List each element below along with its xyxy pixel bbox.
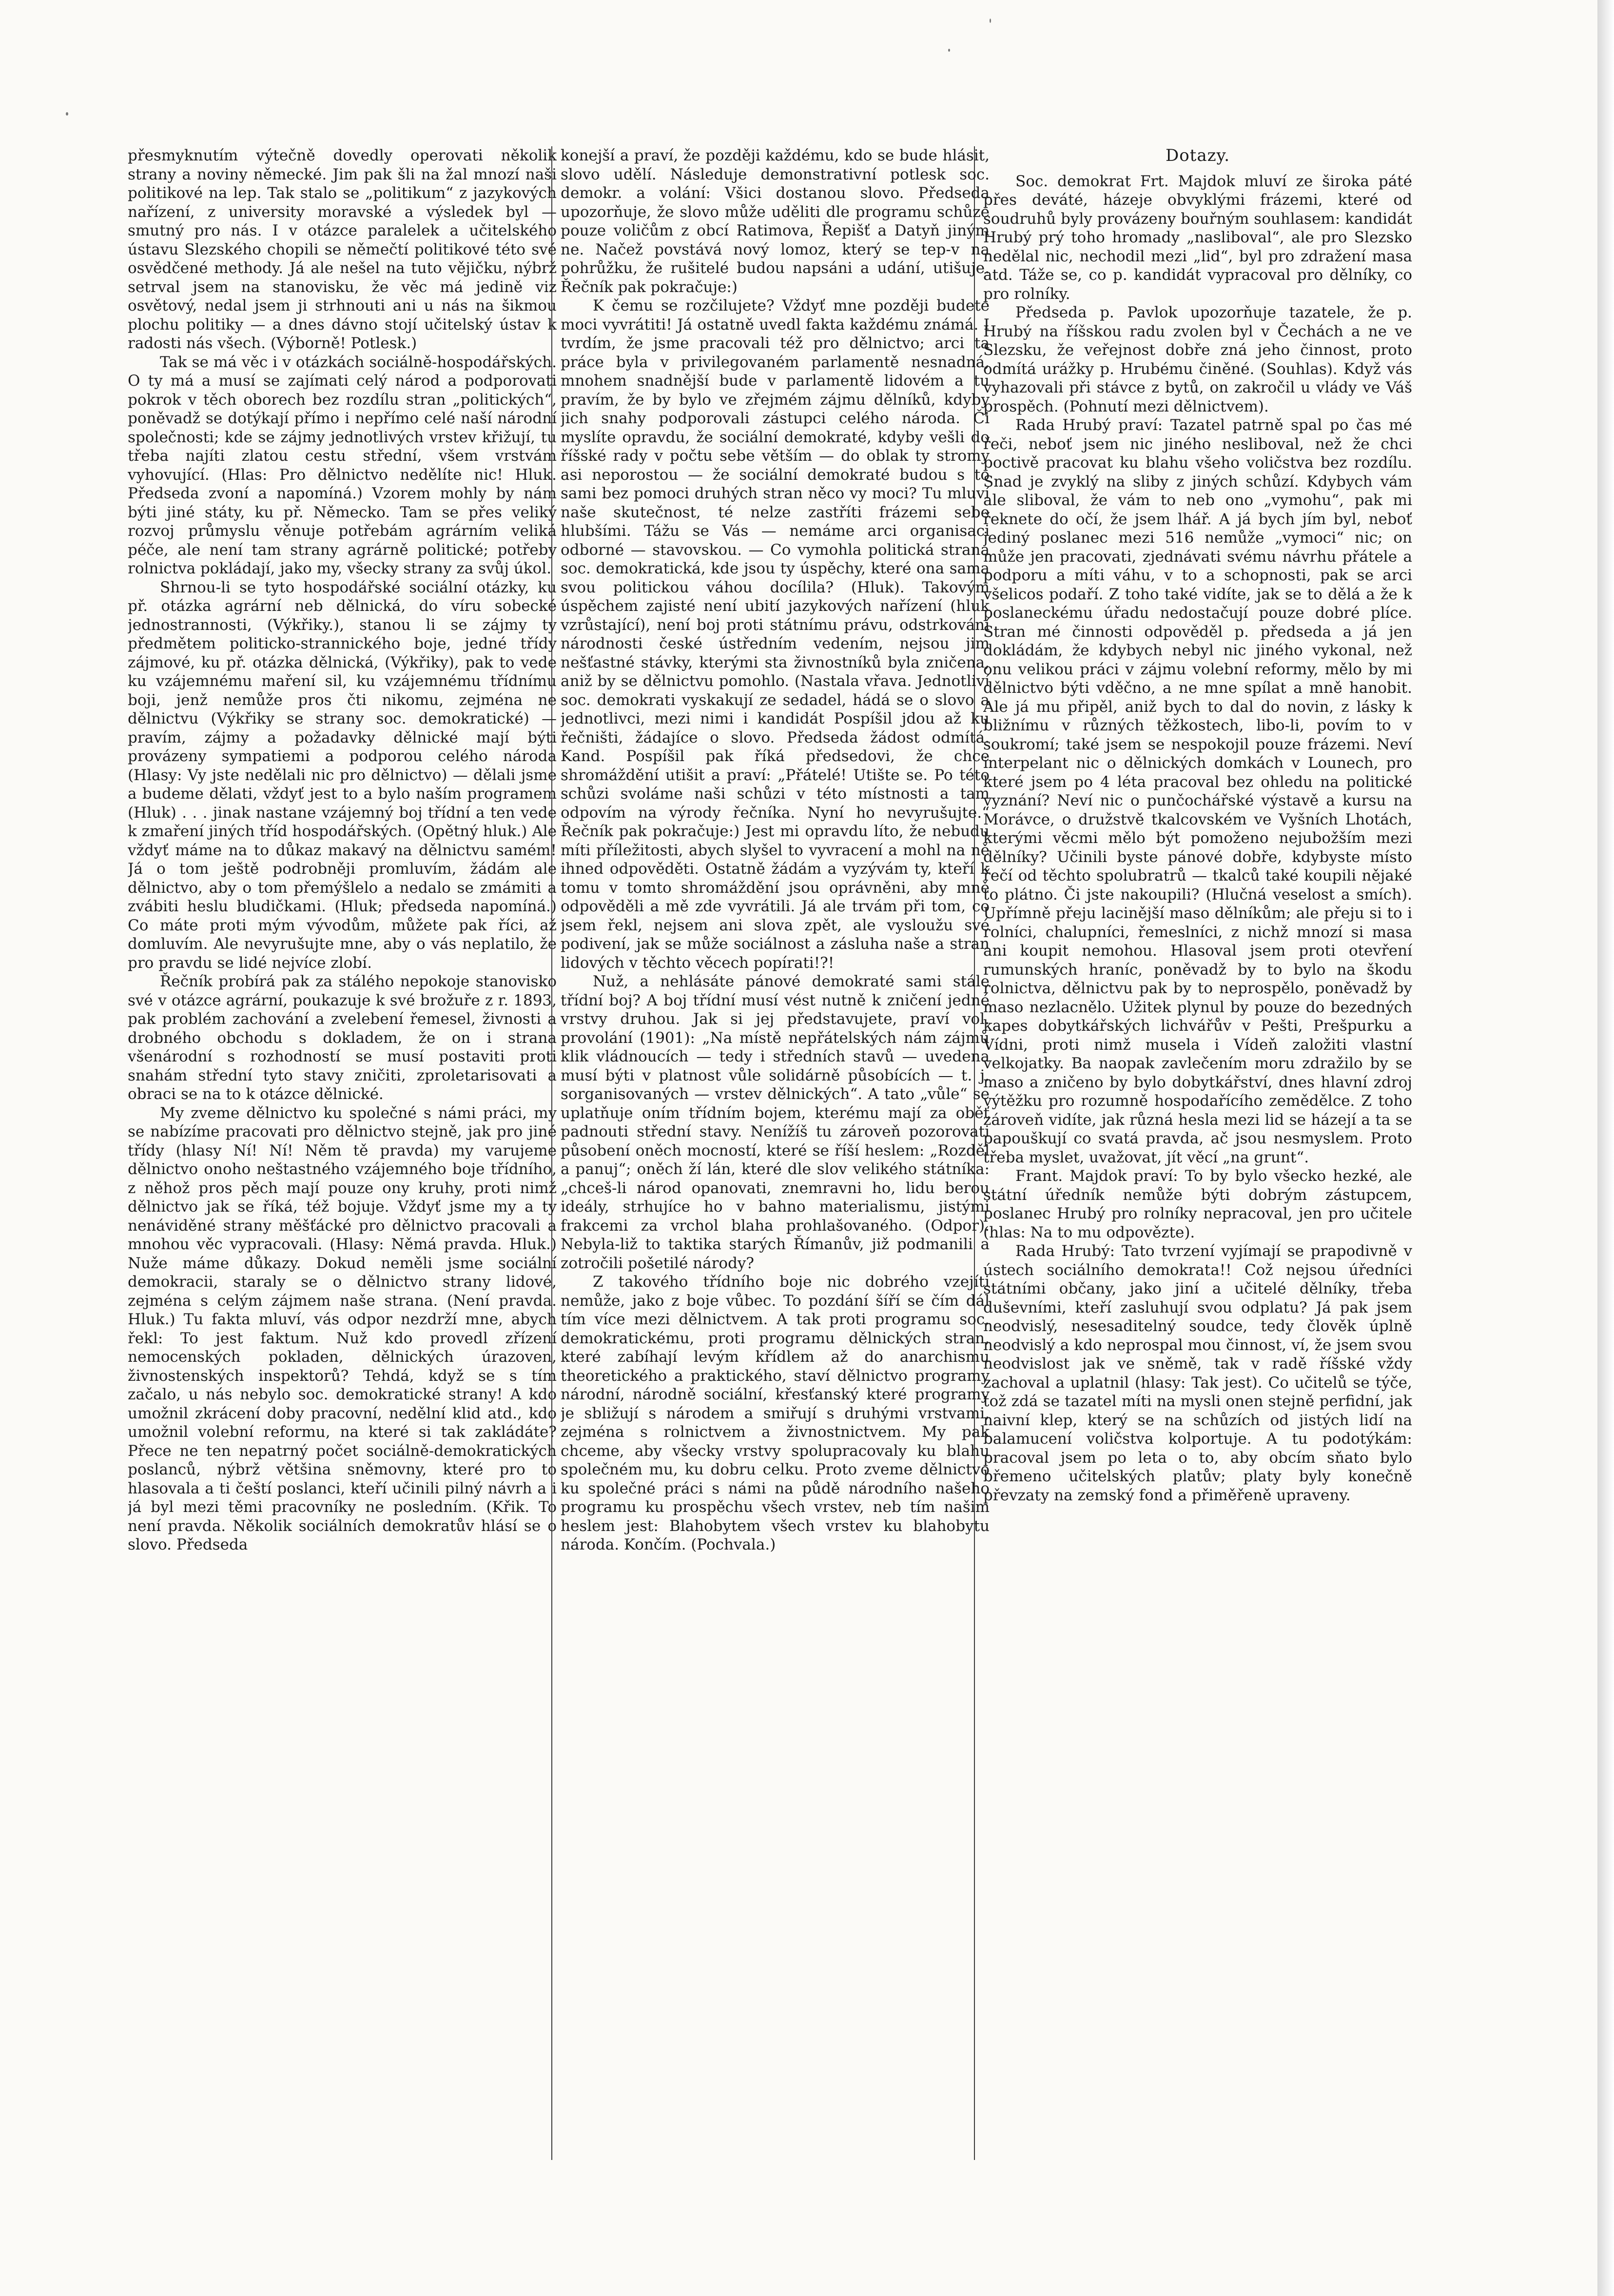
paragraph: konejší a praví, že později každému, kdo se bude hlásit, slovo udělí. Následuje demonstrativní potlesk soc. demokr. a volání: Všici dostanou slovo. Předseda upozorňuje, že slovo může uděliti dle programu schůze pouze voličům z obcí Ratimova, Řepišť a Datyň jiným ne. Načež povstává nový lomoz, který se tep-v na pohrůžku, že rušitelé budou napsáni a udání, utišuje. Řečník pak pokračuje:) — [561, 147, 990, 296]
paragraph: Soc. demokrat Frt. Majdok mluví ze široka páté přes deváté, házeje obvyklými frázemi, které od soudruhů byly provázeny bouřným souhlasem: kandidát Hrubý prý toho hromady „nasliboval“, ale pro Slezsko nedělal nic, nechodil mezi „lid“, byl pro zdražení masa atd. Táže se, co p. kandidát vypracoval pro dělníky, co pro rolníky. — [983, 172, 1412, 303]
paragraph: Tak se má věc i v otázkách sociálně-hospodářských. O ty má a musí se zajímati celý národ a podporovati pokrok v těch oborech bez rozdílu stran „politických“, poněvadž se dotýkají přímo i nepřímo celé naší národní společnosti; kde se zájmy jednotlivých vrstev křižují, tu třeba najíti zlatou cestu střední, všem vrstvám vyhovující. (Hlas: Pro dělnictvo nedělíte nic! Hluk. Předseda zvoní a napomíná.) Vzorem mohly by nám býti jiné státy, ku př. Německo. Tam se přes veliký rozvoj průmyslu věnuje potřebám agrárním veliká péče, ale není tam strany agrárně politické; potřeby rolnictva pokládají, jako my, všecky strany za svůj úkol. — [128, 353, 557, 577]
print-speck — [990, 19, 991, 23]
paragraph: Rada Hrubý: Tato tvrzení vyjímají se prapodivně v ústech sociálního demokrata!! Což nejsou úředníci státními občany, jako jiní a učitelé dělníky, třeba duševními, kteří zasluhují svou odplatu? Já pak jsem neodvislý, nesesaditelný soudce, tedy člověk úplně neodvislý a kdo neprospal mou činnost, ví, že jsem svou neodvislost jak ve sněmě, tak v radě říšské vždy zachoval a uplatnil (hlasy: Tak jest). Co učitelů se týče, tož zdá se tazatel míti na mysli onen stejně perfidní, jak naivní klep, který se na schůzích od jistých lidí na balamucení voličstva kolportuje. A tu podotýkám: pracoval jsem po leta o to, aby obcím sňato bylo břemeno učitelských platův; platy byly konečně převzaty na zemský fond a přiměřeně upraveny. — [983, 1242, 1412, 1504]
paragraph: Rada Hrubý praví: Tazatel patrně spal po čas mé řeči, neboť jsem nic jiného nesliboval, než že chci poctivě pracovat ku blahu všeho voličstva bez rozdílu. Snad je zvyklý na sliby z jiných schůzí. Kdybych vám ale sliboval, že vám to neb ono „vymohu“, pak mi řeknete do očí, že jsem lhář. A já bych jím byl, neboť jediný poslanec mezi 516 nemůže „vymoci“ nic; on může jen pracovati, zjednávati svému návrhu přátele a podporu a míti váhu, v to a schopnosti, pak se arci všelicos podaří. Z toho také vidíte, jak se to dělá a že k poslaneckému úřadu nedostačují pouze dobré plíce. Stran mé činnosti odpověděl p. předseda a já jen dokládám, že kdybych nebyl nic jiného vykonal, než onu velikou práci v zájmu volební reformy, mělo by mi dělnictvo býti vděčno, a ne mne spílat a mně hanobit. Ale já mu připěl, aniž bych to dal do novin, z lásky k bližnímu v různých těžkostech, libo-li, povím to v soukromí; také jsem se nespokojil pouze frázemi. Neví interpelant nic o dělnických domkách v Lounech, pro které jsem po 4 léta pracoval bez ohledu na politické vyznání? Neví nic o punčochářské výstavě a kursu na Morávce, o družstvě tkalcovském ve Vyšních Lhotách, kterými věcmi mělo být pomoženo nejubožším mezi dělníky? Učinili byste pánové dobře, kdybyste místo řečí od těchto spolubratrů — tkalců také koupili nějaké to plátno. Či jste nakoupili? (Hlučná veselost a smích). Upřímně přeju lacinější maso dělníkům; ale přeju si to i rolníci, chalupníci, řemeslníci, z nichž mnozí si masa ani koupit nemohou. Hlasoval jsem proti otevření rumunských hraníc, poněvadž by to bylo na škodu rolnictva, dělnictvu pak by to neprospělo, poněvadž by maso nezlacnělo. Užitek plynul by pouze do bezedných kapes dobytkářských lichvářův v Pešti, Prešpurku a Vídni, proti nimž musela i Vídeň založiti vlastní velkojatky. Ba naopak zavlečením moru zdražilo by se maso a zničeno by bylo dobytkářství, dnes hlavní zdroj výtěžku pro rozumně hospodařícího zemědělce. Z toho zároveň vidíte, jak různá hesla mezi lid se házejí a ta se papouškují co svatá pravda, ač jsou nesmyslem. Proto třeba myslet, uvažovat, jít věcí „na grunt“. — [983, 416, 1412, 1166]
print-speck — [948, 49, 950, 52]
paragraph: K čemu se rozčilujete? Vždyť mne později budete moci vyvrátiti! Já ostatně uvedl fakta každému známá. I tvrdím, že jsme pracovali též pro dělnictvo; arci ta práce byla v privilegovaném parlamentě nesnadná, mnohem snadnější bude v parlamentě lidovém a tu pravím, že by bylo ve zřejmém zájmu dělníků, kdyby jich snahy podporovali zástupci celého národa. Či myslíte opravdu, že sociální demokraté, kdyby vešli do říšské rady v počtu sebe větším — do oblak ty stromy asi neporostou — že sociální demokraté budou s to sami bez pomoci druhých stran něco vy moci? Tu mluví naše skutečnost, té nelze zastříti frázemi sebe hlubšími. Tážu se Vás — nemáme arci organisaci odborné — stavovskou. — Co vymohla politická strana soc. demokratická, kde jsou ty úspěchy, které ona sama svou politickou váhou docílila? (Hluk). Takovým úspěchem zajisté není ubití jazykových nařízení (hluk vzrůstající), není boj proti státnímu právu, odstrkování národnosti české ústředním vedením, nejsou jim nešťastné stávky, kterými sta živnostníků byla zničena, aniž by se dělnictvu pomohlo. (Nastala vřava. Jednotliví soc. demokrati vyskakují ze sedadel, hádá se o slovo a jednotlivci, mezi nimi i kandidát Pospíšil jdou až ku řečništi, žádajíce o slovo. Předseda žádost odmítá. Kand. Pospíšil pak říká předsedovi, že chce shromáždění utišit a praví: „Přátelé! Utište se. Po této schůzi svoláme naši schůzi v této místnosti a tam odpovím na výrody řečníka. Nyní ho nevyrušujte.“ Řečník pak pokračuje:) Jest mi opravdu líto, že nebudu míti příležitosti, abych slyšel to vyvracení a mohl na ně ihned odpověděti. Ostatně žádám a vyzývám ty, kteří k tomu v tomto shromáždění jsou oprávněni, aby mně odpověděli a mě zde vyvrátili. Já ale trvám při tom, co jsem řekl, nejsem ani slova zpět, ale vysloužu své podivení, jak se může sociálnost a zásluha naše a stran lidových v těchto věcech popírati!?! — [561, 297, 990, 972]
scan-edge-shadow — [1597, 0, 1614, 2296]
article-column-1 — [128, 146, 557, 2155]
print-speck — [66, 112, 68, 116]
section-heading: Dotazy. — [1165, 146, 1230, 165]
paragraph: Nuž, a nehlásáte pánové demokraté sami stále třídní boj? A boj třídní musí vést nutně k zničení jedné vrstvy druhou. Jak si jej představujete, praví vol. provolání (1901): „Na místě nepřátelských nám zájmů klik vládnoucích — tedy i středních stavů — uvedena musí býti v platnost vůle solidárně působících — t. j. sorganisovaných — vrstev dělnických“. A tato „vůle“ se uplatňuje oním třídním bojem, kterému mají za oběť padnouti střední stavy. Nenížíš tu zároveň pozorovati působení oněch mocností, které se říší heslem: „Rozděl a panuj“; oněch ží lán, které dle slov velikého státníka: „chceš-li národ opanovati, znemravni ho, lidu berou ideály, strhujíce ho v bahno materialismu, jistými frakcemi za vrchol blaha prohlašovaného. (Odpor). Nebyla-liž to taktika starých Římanův, již podmanili a zotročili pošetilé národy? — [561, 973, 990, 1272]
paragraph: přesmyknutím výtečně dovedly operovati několik strany a noviny německé. Jim pak šli na žal mnozí naši politikové na lep. Tak stalo se „politikum“ z jazykových nařízení, z university moravské a výsledek byl — smutný pro nás. I v otázce paralelek a učitelského ústavu Slezského chopili se němečtí politikové této své osvědčené methody. Já ale nešel na tuto vějičku, nýbrž setrval jsem na stanovisku, že věc má jedině viz osvětový, nedal jsem ji strhnouti ani u nás na šikmou plochu politiky — a dnes dávno stojí učitelský ústav k radosti nás všech. (Výborně! Potlesk.) — [128, 147, 557, 352]
paragraph: Shrnou-li se tyto hospodářské sociální otázky, ku př. otázka agrární neb dělnická, do víru sobecké jednostrannosti, (Výkřiky.), stanou li se zájmy ty předmětem politicko-strannického boje, jedné třídy zájmové, ku př. otázka dělnická, (Výkřiky), pak to vede ku vzájemnému maření sil, ku vzájemnému třídnímu boji, jenž nemůže pros čti nikomu, zejména ne dělnictvu (Výkřiky se strany soc. demokratické) — pravím, zájmy a požadavky dělnické mají býti provázeny sympatiemi a podporou celého národa (Hlasy: Vy jste nedělali nic pro dělnictvo) — dělali jsme a budeme dělati, vždyť jest to a bylo naším programem (Hluk) . . . jinak nastane vzájemný boj třídní a ten vede k zmaření jiných tříd hospodářských. (Opětný hluk.) Ale vždyť máme na to důkaz makavý na dělnictvu samém! Já o tom ještě podrobněji promluvím, žádám ale dělnictvo, aby o tom přemýšlelo a nedalo se zmámiti a zvábiti heslu bludičkami. (Hluk; předseda napomíná.) Co máte proti mým vývodům, můžete pak říci, až domluvím. Ale nevyrušujte mne, aby o vás neplatilo, že pro pravdu se lidé nejvíce zlobí. — [128, 578, 557, 972]
paragraph: Řečník probírá pak za stálého nepokoje stanovisko své v otázce agrární, poukazuje k své brožuře z r. 1893, pak problém zachování a zvelebení řemesel, živnosti a drobného obchodu s dokladem, že on i strana všenárodní s rozhodností se musí postaviti proti snahám střední tyto stavy zničiti, zproletarisovati a obraci se na to k otázce dělnické. — [128, 973, 557, 1103]
paragraph: My zveme dělnictvo ku společné s námi práci, my se nabízíme pracovati pro dělnictvo stejně, jak pro jiné třídy (hlasy Ní! Ní! Něm tě pravda) my varujeme dělnictvo onoho neštastného vzájemného boje třídního, z něhož pros pěch mají pouze ony kruhy, proti nimž dělnictvo jak se říká, též bojuje. Vždyť jsme my a ty nenáviděné strany měšťácké pro dělnictvo pracovali a mnohou věc vypracovali. (Hlasy: Němá pravda. Hluk.) Nuže máme důkazy. Dokud neměli jsme sociální demokracii, staraly se o dělnictvo strany lidové, zejména s celým zájmem naše strana. (Není pravda. Hluk.) Tu fakta mluví, vás odpor nezdrží mne, abych řekl: To jest faktum. Nuž kdo provedl zřízení nemocenských pokladen, dělnických úrazoven, živnostenských inspektorů? Tehdá, když se s tím začalo, u nás nebylo soc. demokratické strany! A kdo umožnil zkrácení doby pracovní, nedělní klid atd., kdo umožnil volební reformu, na které si tak zakládáte? Přece ne ten nepatrný počet sociálně-demokratických poslanců, nýbrž většina sněmovny, které pro to hlasovala a ti čeští poslanci, kteří učinili pilný návrh a i já byl mezi těmi pracovníky ne posledním. (Křik. To není pravda. Několik sociálních demokratův hlásí se o slovo. Předseda — [128, 1104, 557, 1553]
paragraph: Frant. Majdok praví: To by bylo všecko hezké, ale státní úředník nemůže býti dobrým zástupcem, poslanec Hrubý pro rolníky nepracoval, jen pro učitele (hlas: Na to mu odpovězte). — [983, 1167, 1412, 1241]
paragraph: Předseda p. Pavlok upozorňuje tazatele, že p. Hrubý na říšskou radu zvolen byl v Čechách a ne ve Slezsku, že veřejnost dobře zná jeho činnost, proto odmítá urážky p. Hrubému činěné. (Souhlas). Když vás vyhazovali při stávce z bytů, on zakročil u vlády ve Váš prospěch. (Pohnutí mezi dělnictvem). — [983, 304, 1412, 415]
article-column-3 — [983, 146, 1412, 2155]
article-column-2 — [561, 146, 990, 2155]
paragraph: Z takového třídního boje nic dobrého vzejíti nemůže, jako z boje vůbec. To pozdání šíří se čím dál tím více mezi dělnictvem. A tak proti programu soc. demokratickému, proti programu dělnických stran, které zabíhají levým křídlem až do anarchismu theoretického a praktického, staví dělnictvo programy národní, národně sociální, křesťanský které programy je sbližují s národem a smiřují s druhými vrstvami, zejména s rolnictvem a živnostnictvem. My pak chceme, aby všecky vrstvy spolupracovaly ku blahu společném mu, ku dobru celku. Proto zveme dělnictvo ku společné práci s námi na půdě národního našeho programu ku prospěchu všech vrstev, neb tím našim heslem jest: Blahobytem všech vrstev ku blahobytu národa. Končím. (Pochvala.) — [561, 1273, 990, 1553]
